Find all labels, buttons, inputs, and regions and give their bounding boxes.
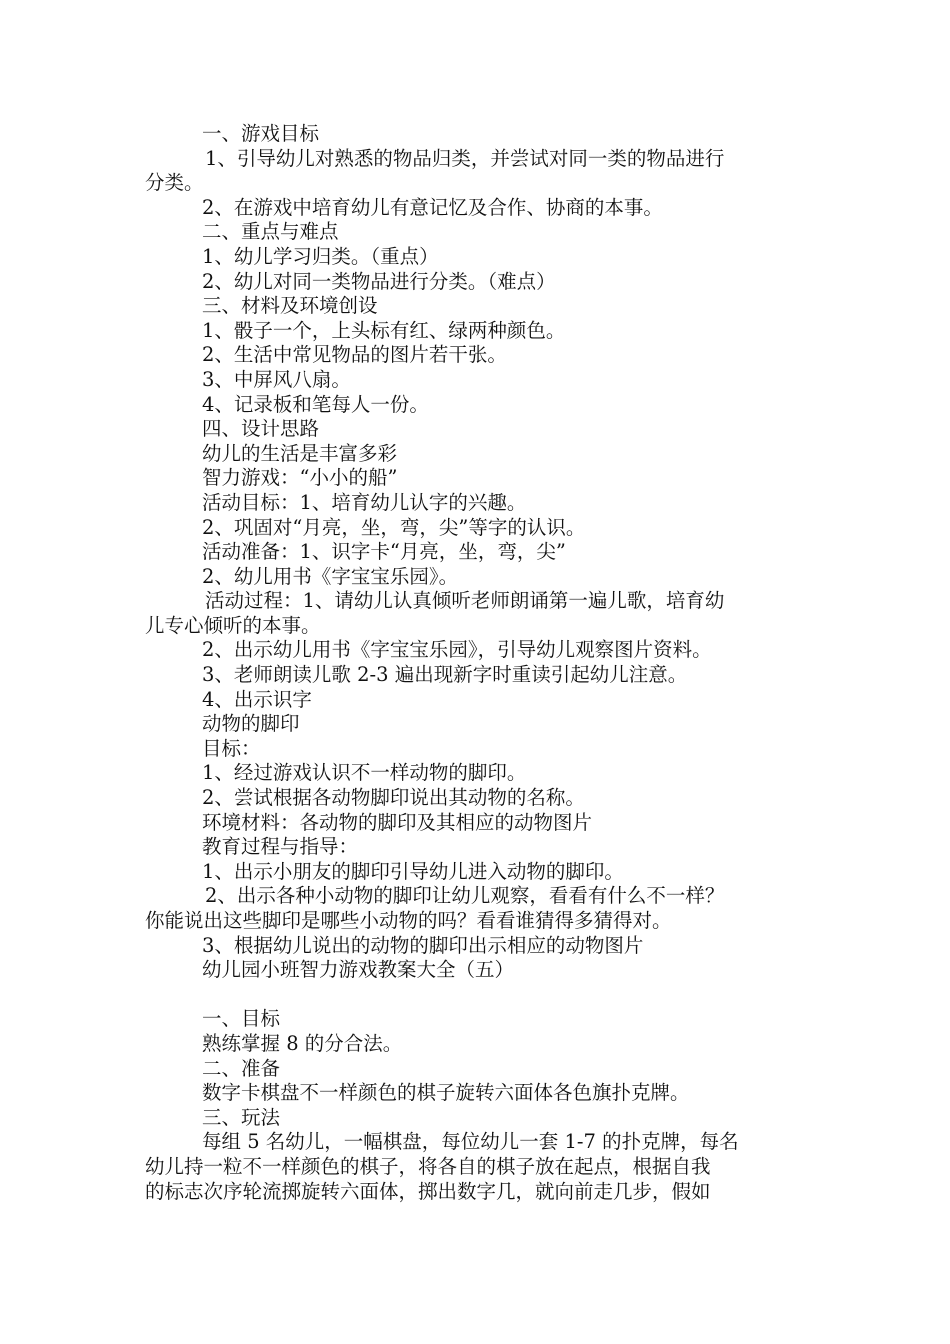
text-line: 1、骰子一个，上头标有红、绿两种颜色。 [202,318,566,342]
text-line: 教育过程与指导： [202,835,359,859]
text-line: 4、出示识字 [202,687,312,711]
text-line: 1、引导幼儿对熟悉的物品归类，并尝试对同一类的物品进行 [205,146,725,170]
text-line: 3、中屏风八扇。 [202,367,351,391]
text-line: 1、出示小朋友的脚印引导幼儿进入动物的脚印。 [202,859,624,883]
text-line: 一、游戏目标 [202,122,320,145]
text-line: 二、重点与难点 [202,220,339,244]
text-line: 活动目标：1、培育幼儿认字的兴趣。 [202,490,527,514]
document-body [145,122,810,1204]
text-line: 你能说出这些脚印是哪些小动物的吗？看看谁猜得多猜得对。 [145,909,672,932]
text-line: 一、目标 [202,1007,281,1031]
text-line: 2、生活中常见物品的图片若干张。 [202,343,507,367]
text-line: 动物的脚印 [202,712,300,736]
text-line: 2、幼儿对同一类物品进行分类。（难点） [202,269,556,293]
text-line: 1、幼儿学习归类。（重点） [202,244,439,268]
text-line: 每组 5 名幼儿，一幅棋盘，每位幼儿一套 1-7 的扑克牌，每名 [202,1130,739,1154]
text-line: 活动准备：1、识字卡“月亮，坐，弯，尖” [202,540,566,564]
text-line: 熟练掌握 8 的分合法。 [202,1031,403,1055]
blank-line [145,983,810,1008]
text-line: 的标志次序轮流掷旋转六面体，掷出数字几，就向前走几步，假如 [145,1179,711,1203]
text-line: 三、材料及环境创设 [202,294,378,318]
text-line: 环境材料：各动物的脚印及其相应的动物图片 [202,810,593,834]
text-line: 2、出示幼儿用书《字宝宝乐园》，引导幼儿观察图片资料。 [202,638,712,662]
text-line: 2、尝试根据各动物脚印说出其动物的名称。 [202,786,585,810]
text-line: 2、巩固对“月亮，坐，弯，尖”等字的认识。 [202,515,586,539]
text-line: 四、设计思路 [202,417,320,441]
text-line: 二、准备 [202,1056,281,1080]
text-line: 3、老师朗读儿歌 2-3 遍出现新字时重读引起幼儿注意。 [202,663,688,687]
text-line: 2、出示各种小动物的脚印让幼儿观察，看看有什么不一样？ [205,884,725,908]
text-line: 1、经过游戏认识不一样动物的脚印。 [202,761,527,785]
text-line: 2、在游戏中培育幼儿有意记忆及合作、协商的本事。 [202,195,663,219]
text-line: 活动过程：1、请幼儿认真倾听老师朗诵第一遍儿歌，培育幼 [205,589,725,613]
text-line: 幼儿持一粒不一样颜色的棋子，将各自的棋子放在起点，根据自我 [145,1154,711,1178]
text-line: 智力游戏：“小小的船” [202,466,398,490]
text-line: 儿专心倾听的本事。 [145,613,321,637]
text-line: 2、幼儿用书《字宝宝乐园》。 [202,564,459,588]
text-line: 4、记录板和笔每人一份。 [202,392,429,416]
text-line: 数字卡棋盘不一样颜色的棋子旋转六面体各色旗扑克牌。 [202,1081,690,1105]
text-line: 目标： [202,736,261,760]
text-line: 三、玩法 [202,1105,281,1129]
text-line: 分类。 [145,171,204,195]
text-line: 幼儿园小班智力游戏教案大全（五） [202,958,515,982]
text-line: 3、根据幼儿说出的动物的脚印出示相应的动物图片 [202,933,644,957]
text-line: 幼儿的生活是丰富多彩 [202,441,398,465]
